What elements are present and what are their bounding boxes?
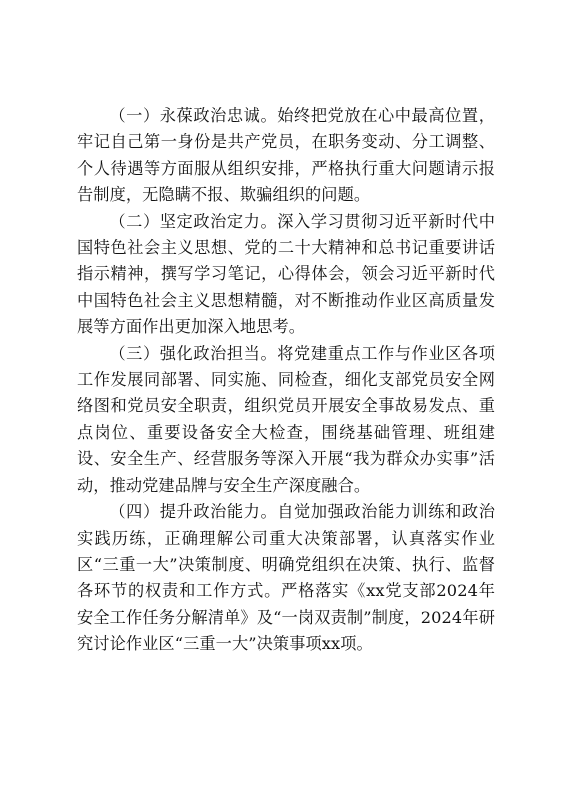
paragraph-4: （四）提升政治能力。自觉加强政治能力训练和政治实践历练，正确理解公司重大决策部署，认真落实作业区“三重一大”决策制度、明确党组织在决策、执行、监督各环节的权责和工作方式。严格落实《xx党支部2024年安全工作任务分解清单》及“一岗双责制”制度，2024年研究讨论作业区“三重一大”决策事项xx项。 xyxy=(77,502,495,654)
paragraph-1: （一）永葆政治忠诚。始终把党放在心中最高位置，牢记自己第一身份是共产党员，在职务变动、分工调整、个人待遇等方面服从组织安排，严格执行重大问题请示报告制度，无隐瞒不报、欺骗组织的问题。 xyxy=(77,106,495,205)
paragraph-2: （二）坚定政治定力。深入学习贯彻习近平新时代中国特色社会主义思想、党的二十大精神和总书记重要讲话指示精神，撰写学习笔记，心得体会，领会习近平新时代中国特色社会主义思想精髓，对不断推动作业区高质量发展等方面作出更加深入地思考。 xyxy=(77,211,495,337)
document-body xyxy=(77,103,495,658)
paragraph-3: （三）强化政治担当。将党建重点工作与作业区各项工作发展同部署、同实施、同检查，细化支部党员安全网络图和党员安全职责，组织党员开展安全事故易发点、重点岗位、重要设备安全大检查，围绕基础管理、班组建设、安全生产、经营服务等深入开展“我为群众办实事”活动，推动党建品牌与安全生产深度融合。 xyxy=(77,343,495,495)
